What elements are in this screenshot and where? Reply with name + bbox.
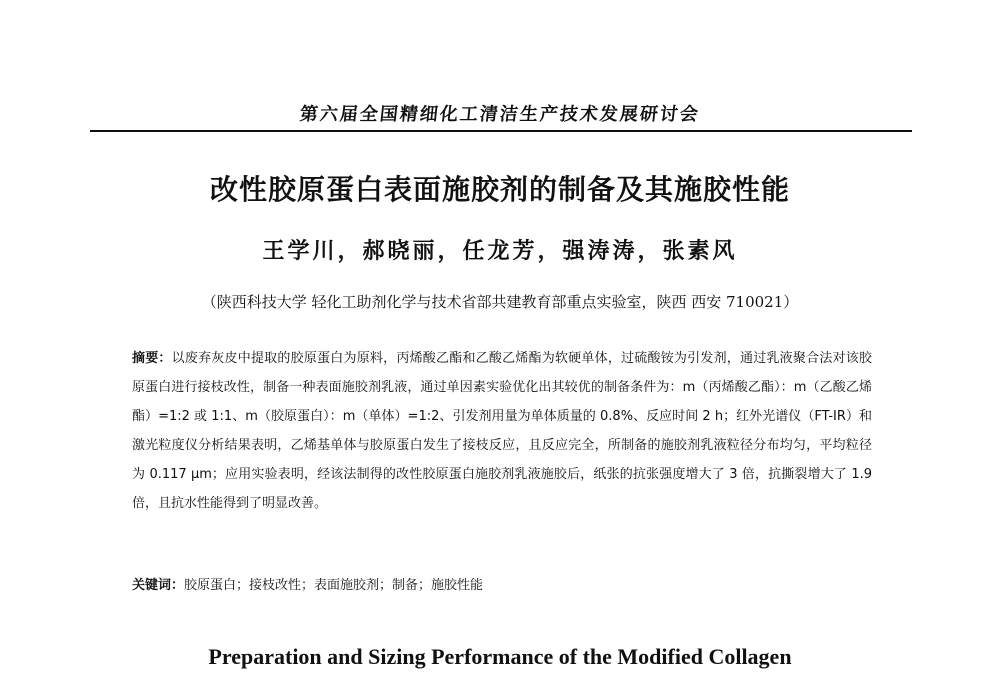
authors-line: 王学川，郝晓丽，任龙芳，强涛涛，张素风 <box>262 238 738 264</box>
abstract-paragraph <box>132 344 872 518</box>
keywords-label: 关键词： <box>132 578 185 593</box>
paper-title: 改性胶原蛋白表面施胶剂的制备及其施胶性能 <box>209 173 790 206</box>
conference-header: 第六届全国精细化工清洁生产技术发展研讨会 <box>298 104 701 125</box>
header-divider <box>90 130 912 132</box>
abstract-text: 以废弃灰皮中提取的胶原蛋白为原料，丙烯酸乙酯和乙酸乙烯酯为软硬单体，过硫酸铵为引发剂，通过乳液聚合法对该胶原蛋白进行接枝改性，制备一种表面施胶剂乳液，通过单因素实验优化出其较优的制备条件为：m（丙烯酸乙酯）：m（乙酸乙烯酯）=1:2 或 1:1、m（胶原蛋白）：m（单体）=1:2、引发剂用量为单体质量的 0.8%、反应时间 2 h；红外光谱仪（FT-IR）和激光粒度仪分析结果表明，乙烯基单体与胶原蛋白发生了接枝反应，且反应完全，所制备的施胶剂乳液粒径分布均匀，平均粒径为 0.117 μm；应用实验表明，经该法制得的改性胶原蛋白施胶剂乳液施胶后，纸张的抗张强度增大了 3 倍，抗撕裂增大了 1.9 倍，且抗水性能得到了明显改善。 <box>132 351 872 511</box>
keywords-text: 胶原蛋白；接枝改性；表面施胶剂；制备；施胶性能 <box>184 578 484 593</box>
abstract-label: 摘要： <box>132 351 172 366</box>
english-title: Preparation and Sizing Performance of the Modified Collagen <box>208 644 792 669</box>
keywords-line <box>132 574 872 598</box>
affiliation-line: （陕西科技大学 轻化工助剂化学与技术省部共建教育部重点实验室，陕西 西安 710021） <box>201 293 799 311</box>
